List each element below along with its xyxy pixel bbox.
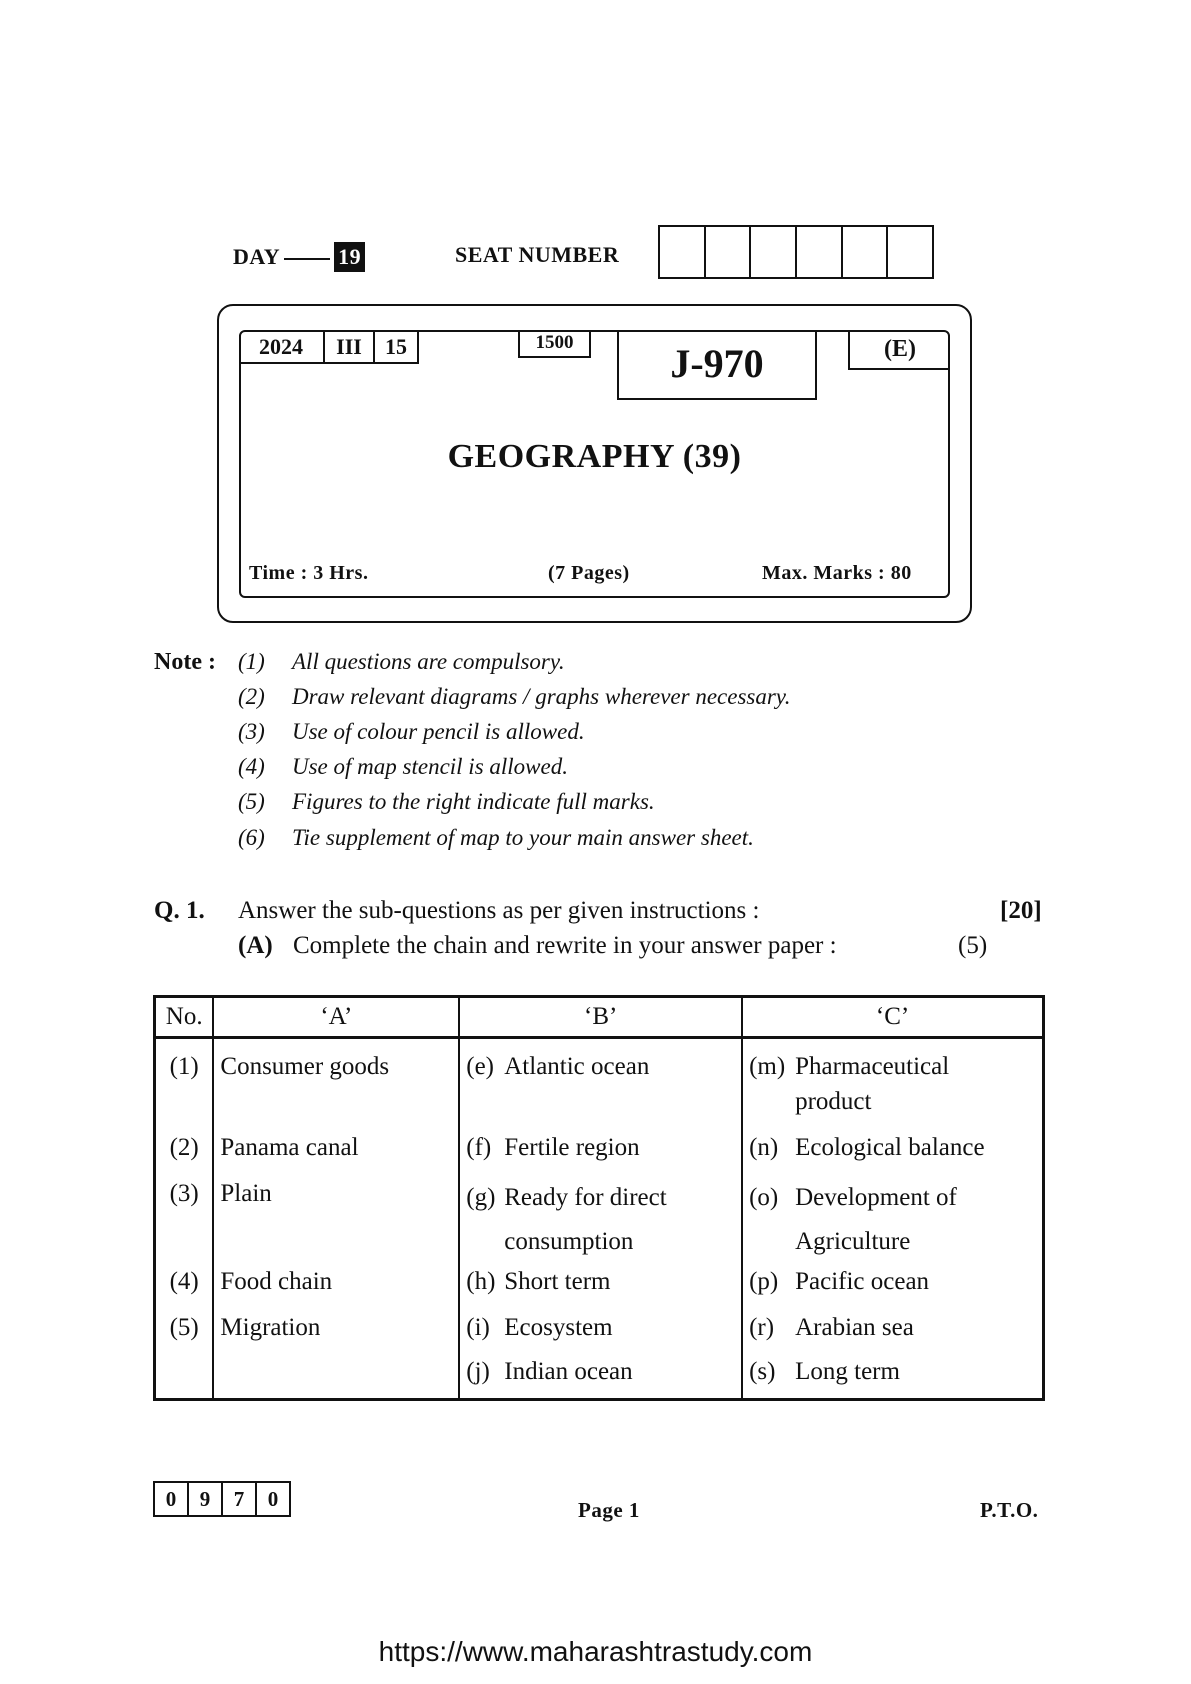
time-allowed: Time : 3 Hrs. <box>249 562 369 584</box>
item-label: (r) <box>749 1314 775 1341</box>
item-label: (p) <box>749 1268 779 1295</box>
table-cell <box>743 1176 1042 1264</box>
note-item <box>238 719 585 745</box>
table-cell: (3) <box>169 1180 199 1207</box>
item-label: (n) <box>749 1134 779 1161</box>
seat-number-label: SEAT NUMBER <box>455 242 620 267</box>
table-header-row <box>155 997 1044 1038</box>
paper-code-box: J-970 <box>617 330 817 400</box>
pto-label: P.T.O. <box>980 1498 1039 1522</box>
note-number: (5) <box>238 789 265 814</box>
medium-box: (E) <box>848 330 950 370</box>
table-cell: Food chain <box>220 1268 333 1295</box>
table-body-row <box>155 1038 1044 1400</box>
header-b: ‘B’ <box>459 997 742 1038</box>
header-a: ‘A’ <box>213 997 459 1038</box>
column-a <box>213 1038 459 1400</box>
item-label: (g) <box>466 1184 496 1211</box>
table-cell <box>460 1049 741 1130</box>
note-number: (6) <box>238 825 265 850</box>
item-label: (j) <box>466 1358 490 1385</box>
column-no <box>155 1038 214 1400</box>
page-count: (7 Pages) <box>548 562 630 584</box>
year-cell: 2024 <box>239 330 325 364</box>
note-text: Figures to the right indicate full marks. <box>292 789 655 814</box>
note-text: Use of map stencil is allowed. <box>292 754 568 779</box>
day-label <box>233 242 365 272</box>
note-item <box>238 789 655 815</box>
code-digit: 7 <box>223 1483 257 1515</box>
table-cell <box>460 1354 741 1398</box>
seat-box[interactable] <box>706 227 752 277</box>
paper-code-cells <box>239 330 419 364</box>
day-text: DAY <box>233 244 281 269</box>
item-label: (e) <box>466 1053 494 1080</box>
table-cell <box>743 1049 1042 1130</box>
note-text: Use of colour pencil is allowed. <box>292 719 585 744</box>
subquestion-text: Complete the chain and rewrite in your answer paper : <box>293 932 837 959</box>
table-cell <box>743 1264 1042 1310</box>
item-text: Indian ocean <box>504 1358 633 1385</box>
table-cell <box>460 1310 741 1354</box>
table-cell: (5) <box>169 1314 199 1341</box>
item-text: Atlantic ocean <box>504 1053 650 1080</box>
header-c: ‘C’ <box>742 997 1043 1038</box>
seat-box[interactable] <box>751 227 797 277</box>
note-number: (4) <box>238 754 265 779</box>
item-label: (m) <box>749 1053 786 1080</box>
chain-table <box>153 995 1045 1401</box>
subquestion-label: (A) <box>238 932 273 959</box>
note-item <box>238 825 754 851</box>
item-label: (o) <box>749 1184 779 1211</box>
max-marks: Max. Marks : 80 <box>762 562 912 584</box>
table-cell: (4) <box>169 1268 199 1295</box>
page-number: Page 1 <box>578 1498 640 1522</box>
item-text: Ecological balance <box>795 1134 985 1161</box>
copies-box: 1500 <box>518 330 591 358</box>
item-text: Development of Agriculture <box>795 1184 957 1255</box>
item-text: Long term <box>795 1358 900 1385</box>
table-cell: Plain <box>220 1180 272 1207</box>
code-digit: 9 <box>189 1483 223 1515</box>
note-item <box>238 649 565 675</box>
table-cell <box>460 1176 741 1264</box>
item-text: Pharmaceutical product <box>795 1053 950 1115</box>
table-cell: Consumer goods <box>220 1053 390 1080</box>
note-text: Tie supplement of map to your main answer sheet. <box>292 825 754 850</box>
note-number: (1) <box>238 649 265 674</box>
note-item <box>238 754 568 780</box>
table-cell <box>743 1310 1042 1354</box>
table-cell <box>460 1130 741 1176</box>
item-label: (f) <box>466 1134 492 1161</box>
item-text: Pacific ocean <box>795 1268 930 1295</box>
table-cell: Migration <box>220 1314 321 1341</box>
question-text: Answer the sub-questions as per given instructions : <box>238 897 760 924</box>
item-text: Fertile region <box>504 1134 640 1161</box>
table-cell: (1) <box>169 1053 199 1080</box>
column-c <box>742 1038 1043 1400</box>
day-code-cell: 15 <box>375 330 419 364</box>
item-text: Short term <box>504 1268 611 1295</box>
item-label: (s) <box>749 1358 776 1385</box>
day-dash <box>284 258 330 260</box>
item-text: Ecosystem <box>504 1314 613 1341</box>
note-item <box>238 684 791 710</box>
note-label: Note : <box>154 649 216 675</box>
table-cell <box>743 1130 1042 1176</box>
source-url[interactable]: https://www.maharashtrastudy.com <box>378 1636 813 1667</box>
item-label: (i) <box>466 1314 490 1341</box>
question-marks: [20] <box>1000 897 1042 924</box>
question-number: Q. 1. <box>154 897 205 924</box>
roman-code-cell: III <box>325 330 375 364</box>
seat-box[interactable] <box>660 227 706 277</box>
note-number: (3) <box>238 719 265 744</box>
day-number: 19 <box>334 242 365 272</box>
note-text: All questions are compulsory. <box>292 649 565 674</box>
subject-title: GEOGRAPHY (39) <box>447 438 742 475</box>
paper-code-footer <box>153 1481 291 1517</box>
seat-number-boxes[interactable] <box>658 225 934 279</box>
seat-box[interactable] <box>843 227 889 277</box>
table-cell <box>743 1354 1042 1398</box>
table-cell <box>460 1264 741 1310</box>
item-text: Arabian sea <box>795 1314 914 1341</box>
table-cell: Panama canal <box>220 1134 359 1161</box>
item-label: (h) <box>466 1268 496 1295</box>
column-b <box>459 1038 742 1400</box>
seat-box[interactable] <box>797 227 843 277</box>
code-digit: 0 <box>155 1483 189 1515</box>
note-text: Draw relevant diagrams / graphs wherever necessary. <box>292 684 791 709</box>
note-number: (2) <box>238 684 265 709</box>
item-text: Ready for direct consumption <box>504 1184 667 1255</box>
subquestion-marks: (5) <box>958 932 988 959</box>
seat-box[interactable] <box>888 227 932 277</box>
header-no: No. <box>155 997 214 1038</box>
code-digit: 0 <box>267 1487 279 1511</box>
table-cell: (2) <box>169 1134 199 1161</box>
